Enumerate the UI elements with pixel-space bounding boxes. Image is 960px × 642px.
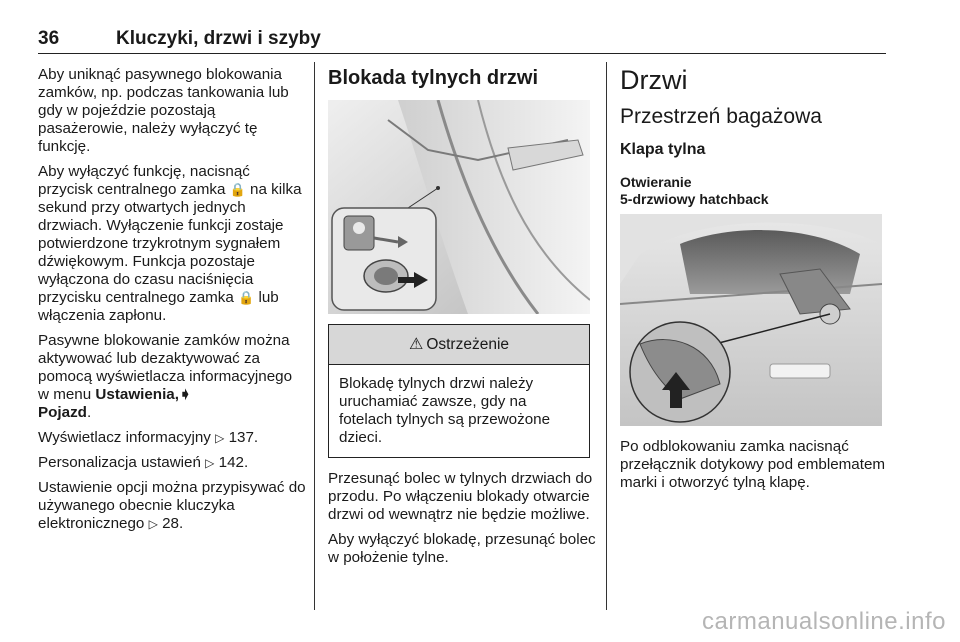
lock-icon: 🔒 xyxy=(238,290,255,305)
warning-header xyxy=(329,325,589,365)
page-header xyxy=(38,26,886,54)
page-ref-arrow-icon: ▷ xyxy=(148,517,158,531)
paragraph xyxy=(38,454,306,472)
text: Personalizacja ustawień xyxy=(38,454,206,471)
text: Ustawienie opcji można przypisywać do używanego obecnie kluczyka elektronicznego xyxy=(38,479,306,532)
page-ref-link[interactable]: 28. xyxy=(162,515,184,532)
text: Pasywne blokowanie zamków można aktywować lub dezaktywować za pomocą wyświetlacza informacyjnego w menu xyxy=(38,332,293,403)
warning-title: Ostrzeżenie xyxy=(426,335,510,353)
column-3 xyxy=(620,66,888,499)
page-ref-link[interactable]: 137. xyxy=(228,429,259,446)
section-heading: Przestrzeń bagażowa xyxy=(620,105,822,128)
paragraph xyxy=(38,429,306,447)
menu-item-settings: Ustawienia xyxy=(95,386,175,403)
warning-text: Blokadę tylnych drzwi należy uruchamiać zawsze, gdy na fotelach tylnych są przewożone dzieci. xyxy=(339,375,551,446)
tailgate-illustration xyxy=(620,214,882,426)
subsection-heading: Klapa tylna xyxy=(620,141,706,158)
page-ref-link[interactable]: 142. xyxy=(218,454,249,471)
section-heading: Blokada tylnych drzwi xyxy=(328,67,539,89)
page-title: Kluczyki, drzwi i szyby xyxy=(116,28,321,49)
text: Wyświetlacz informacyjny xyxy=(38,429,216,446)
page-ref-arrow-icon: ▷ xyxy=(215,431,225,445)
menu-item-vehicle: Pojazd xyxy=(38,404,87,421)
warning-box xyxy=(328,324,590,458)
small-heading: 5-drzwiowy hatchback xyxy=(620,191,769,207)
paragraph xyxy=(38,163,306,325)
text: . xyxy=(86,404,92,421)
column-1 xyxy=(38,66,306,540)
small-heading: Otwieranie xyxy=(620,174,692,190)
column-divider xyxy=(606,62,607,610)
child-lock-illustration xyxy=(328,100,590,314)
chapter-heading: Drzwi xyxy=(620,65,688,95)
warning-icon: ⚠ xyxy=(408,335,424,353)
paragraph: Przesunąć bolec w tylnych drzwiach do przodu. Po włączeniu blokady otwarcie drzwi od wewnątrz nie będzie możliwe. xyxy=(328,470,593,523)
child-lock-drawing xyxy=(328,100,590,314)
lock-icon: 🔒 xyxy=(229,182,246,197)
paragraph: Po odblokowaniu zamka nacisnąć przełącznik dotykowy pod emblematem marki i otworzyć tylną klapę. xyxy=(620,438,886,491)
paragraph: Aby wyłączyć blokadę, przesunąć bolec w położenie tylne. xyxy=(328,531,596,566)
page-number: 36 xyxy=(38,28,60,49)
page-ref-arrow-icon: ▷ xyxy=(205,456,215,470)
text: Aby wyłączyć funkcję, nacisnąć przycisk centralnego zamka xyxy=(38,163,250,198)
paragraph: Aby uniknąć pasywnego blokowania zamków, np. podczas tankowania lub gdy w pojeździe pozostają pasażerowie, należy wyłączyć tę funkcję. xyxy=(38,66,289,155)
column-2 xyxy=(328,66,596,574)
text: lub włączenia zapłonu. xyxy=(38,289,279,324)
menu-separator: ,➧ xyxy=(174,386,192,403)
tailgate-drawing xyxy=(620,214,882,426)
paragraph xyxy=(38,479,306,533)
watermark: carmanualsonline.info xyxy=(702,608,946,635)
text: na kilka sekund przy otwartych jednych drzwiach. Wyłączenie funkcji zostaje potwierdzone trzykrotnym sygnałem dźwiękowym. Funkcja pozostaje wyłączona do czasu naciśnięcia przycisku centralnego zamka xyxy=(38,181,302,306)
paragraph xyxy=(38,332,306,422)
column-divider xyxy=(314,62,315,610)
